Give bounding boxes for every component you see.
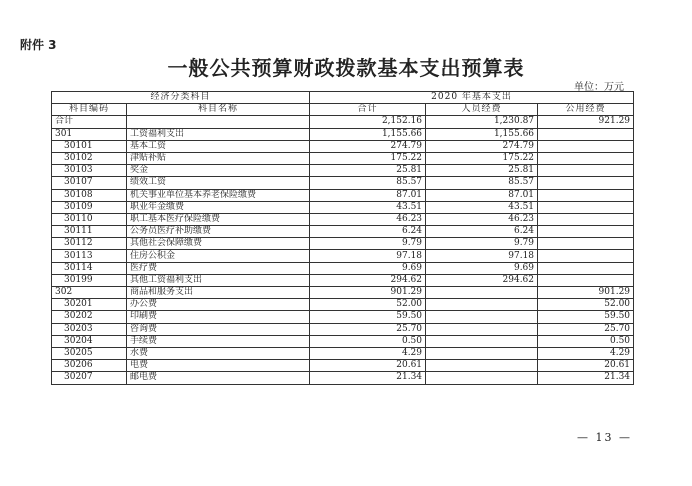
cell-total: 9.69 [310, 262, 426, 274]
cell-code: 30205 [52, 347, 127, 359]
cell-personnel: 274.79 [426, 140, 538, 152]
cell-public [538, 189, 634, 201]
cell-public: 59.50 [538, 311, 634, 323]
cell-code: 30108 [52, 189, 127, 201]
cell-code: 30203 [52, 323, 127, 335]
cell-total: 43.51 [310, 201, 426, 213]
table-row [52, 262, 634, 274]
cell-public: 21.34 [538, 372, 634, 384]
cell-code: 30111 [52, 226, 127, 238]
table-row [52, 299, 634, 311]
cell-code: 30101 [52, 140, 127, 152]
cell-personnel [426, 311, 538, 323]
table-row [52, 226, 634, 238]
table-row [52, 360, 634, 372]
header-econ-class: 经济分类科目 [52, 92, 310, 104]
cell-name: 奖金 [127, 165, 310, 177]
unit-label: 单位：万元 [574, 82, 624, 93]
table-row [52, 238, 634, 250]
header-row-2 [52, 104, 634, 116]
cell-total: 21.34 [310, 372, 426, 384]
page-title: 一般公共预算财政拨款基本支出预算表 [167, 56, 525, 80]
cell-total: 901.29 [310, 287, 426, 299]
cell-public: 20.61 [538, 360, 634, 372]
cell-personnel: 97.18 [426, 250, 538, 262]
cell-name: 工资福利支出 [127, 128, 310, 140]
table-row [52, 177, 634, 189]
cell-code: 301 [52, 128, 127, 140]
cell-public: 0.50 [538, 335, 634, 347]
cell-total: 1,155.66 [310, 128, 426, 140]
cell-personnel [426, 372, 538, 384]
table-row [52, 201, 634, 213]
cell-personnel: 43.51 [426, 201, 538, 213]
cell-personnel [426, 360, 538, 372]
cell-code: 30199 [52, 274, 127, 286]
cell-total: 97.18 [310, 250, 426, 262]
cell-personnel: 87.01 [426, 189, 538, 201]
table-row [52, 213, 634, 225]
cell-total: 59.50 [310, 311, 426, 323]
cell-code: 30113 [52, 250, 127, 262]
cell-total: 274.79 [310, 140, 426, 152]
cell-total: 4.29 [310, 347, 426, 359]
cell-personnel [426, 299, 538, 311]
header-name: 科目名称 [127, 104, 310, 116]
cell-public [538, 201, 634, 213]
cell-total: 52.00 [310, 299, 426, 311]
cell-code: 30110 [52, 213, 127, 225]
cell-public: 25.70 [538, 323, 634, 335]
cell-name: 机关事业单位基本养老保险缴费 [127, 189, 310, 201]
table-row [52, 165, 634, 177]
table-row [52, 116, 634, 128]
table-row [52, 311, 634, 323]
cell-public [538, 165, 634, 177]
cell-total: 6.24 [310, 226, 426, 238]
cell-total: 46.23 [310, 213, 426, 225]
cell-code: 30201 [52, 299, 127, 311]
cell-name: 职业年金缴费 [127, 201, 310, 213]
cell-total: 9.79 [310, 238, 426, 250]
table-body [52, 116, 634, 384]
cell-personnel [426, 323, 538, 335]
table-row [52, 152, 634, 164]
cell-code: 30109 [52, 201, 127, 213]
cell-personnel: 175.22 [426, 152, 538, 164]
cell-name: 电费 [127, 360, 310, 372]
cell-name: 其他工资福利支出 [127, 274, 310, 286]
table-row [52, 323, 634, 335]
header-row-1 [52, 92, 634, 104]
cell-code: 30107 [52, 177, 127, 189]
cell-name: 手续费 [127, 335, 310, 347]
cell-public [538, 226, 634, 238]
table-row [52, 335, 634, 347]
cell-name: 咨询费 [127, 323, 310, 335]
cell-public [538, 238, 634, 250]
cell-code: 30206 [52, 360, 127, 372]
cell-name: 公务员医疗补助缴费 [127, 226, 310, 238]
cell-name: 津贴补贴 [127, 152, 310, 164]
cell-public [538, 274, 634, 286]
table-row [52, 189, 634, 201]
cell-total: 294.62 [310, 274, 426, 286]
cell-personnel [426, 347, 538, 359]
cell-code: 30204 [52, 335, 127, 347]
cell-code: 30103 [52, 165, 127, 177]
page-number: — 13 — [577, 431, 632, 444]
table-row [52, 128, 634, 140]
cell-total: 0.50 [310, 335, 426, 347]
cell-code: 30202 [52, 311, 127, 323]
cell-personnel [426, 335, 538, 347]
cell-name: 基本工资 [127, 140, 310, 152]
cell-public [538, 213, 634, 225]
cell-code: 30207 [52, 372, 127, 384]
cell-public: 901.29 [538, 287, 634, 299]
cell-personnel: 9.69 [426, 262, 538, 274]
table-row [52, 372, 634, 384]
cell-personnel [426, 287, 538, 299]
cell-total: 175.22 [310, 152, 426, 164]
cell-name: 水费 [127, 347, 310, 359]
cell-name: 印刷费 [127, 311, 310, 323]
table-row [52, 287, 634, 299]
cell-public [538, 152, 634, 164]
cell-personnel: 25.81 [426, 165, 538, 177]
cell-personnel: 1,230.87 [426, 116, 538, 128]
table-row [52, 274, 634, 286]
header-personnel: 人员经费 [426, 104, 538, 116]
cell-public [538, 250, 634, 262]
cell-code: 302 [52, 287, 127, 299]
header-code: 科目编码 [52, 104, 127, 116]
cell-name: 住房公积金 [127, 250, 310, 262]
cell-public: 921.29 [538, 116, 634, 128]
cell-total: 25.70 [310, 323, 426, 335]
cell-total: 25.81 [310, 165, 426, 177]
cell-public [538, 128, 634, 140]
budget-table [51, 91, 634, 385]
cell-total: 85.57 [310, 177, 426, 189]
cell-code: 合计 [52, 116, 127, 128]
cell-personnel: 6.24 [426, 226, 538, 238]
header-year-total: 2020 年基本支出 [310, 92, 634, 104]
table-row [52, 347, 634, 359]
header-total: 合计 [310, 104, 426, 116]
cell-total: 2,152.16 [310, 116, 426, 128]
cell-code: 30114 [52, 262, 127, 274]
cell-public [538, 177, 634, 189]
cell-personnel: 294.62 [426, 274, 538, 286]
cell-name: 办公费 [127, 299, 310, 311]
cell-personnel: 46.23 [426, 213, 538, 225]
cell-name: 其他社会保障缴费 [127, 238, 310, 250]
header-public: 公用经费 [538, 104, 634, 116]
cell-total: 87.01 [310, 189, 426, 201]
table-row [52, 140, 634, 152]
cell-personnel: 1,155.66 [426, 128, 538, 140]
cell-name: 邮电费 [127, 372, 310, 384]
cell-code: 30102 [52, 152, 127, 164]
cell-public [538, 140, 634, 152]
cell-personnel: 85.57 [426, 177, 538, 189]
cell-code: 30112 [52, 238, 127, 250]
cell-public: 52.00 [538, 299, 634, 311]
attachment-label: 附件 3 [20, 38, 57, 52]
cell-name [127, 116, 310, 128]
table-row [52, 250, 634, 262]
cell-name: 医疗费 [127, 262, 310, 274]
cell-name: 职工基本医疗保险缴费 [127, 213, 310, 225]
cell-public [538, 262, 634, 274]
cell-public: 4.29 [538, 347, 634, 359]
cell-name: 绩效工资 [127, 177, 310, 189]
cell-personnel: 9.79 [426, 238, 538, 250]
cell-total: 20.61 [310, 360, 426, 372]
cell-name: 商品和服务支出 [127, 287, 310, 299]
